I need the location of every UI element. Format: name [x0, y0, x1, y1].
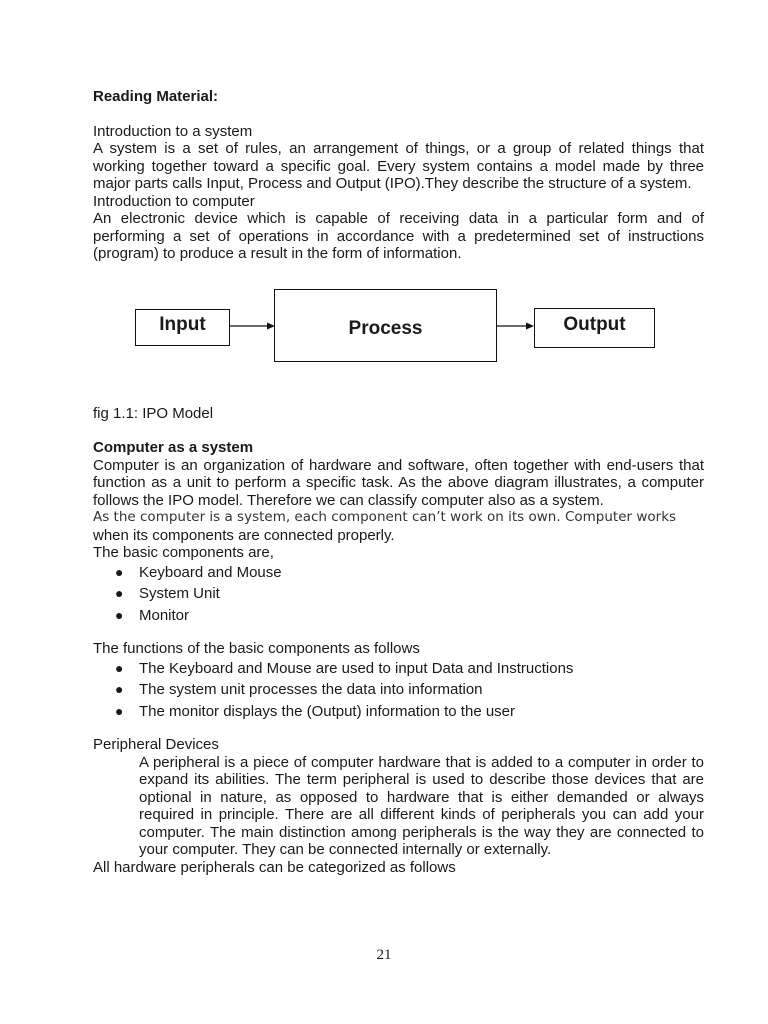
bullet-icon: ●: [115, 681, 124, 697]
list-item: ● Monitor: [115, 606, 190, 624]
reading-material-heading: Reading Material:: [93, 88, 219, 105]
peripherals-body: A peripheral is a piece of computer hardware that is added to a computer in order to expand its abilities. The term peripheral is used to describe those devices that are optional in nature, as opposed to hardware that is either demanded or always required in principle. There are all different kinds of peripherals you can add your computer. The main distinction among peripherals is the way they are connected to your computer. They can be connected internally or externally.: [139, 753, 704, 858]
process-box: Process: [274, 289, 497, 362]
computer-system-note-continued: when its components are connected properly.: [93, 526, 395, 544]
list-item: ● Keyboard and Mouse: [115, 563, 282, 581]
input-box: Input: [135, 309, 230, 346]
bullet-icon: ●: [115, 563, 124, 580]
components-list: [93, 562, 704, 627]
bullet-icon: ●: [115, 702, 124, 719]
intro-system-body: A system is a set of rules, an arrangement of things, or a group of related things that working together toward a specific goal. Every system contains a model made by three major parts calls Input, Process and Output (IPO).They describe the structure of a system.: [93, 140, 704, 192]
bullet-icon: ●: [115, 659, 124, 676]
arrow-process-to-output: [497, 321, 535, 331]
list-item: ● The system unit processes the data into information: [115, 681, 483, 698]
functions-list: [93, 658, 704, 723]
components-intro: The basic components are,: [93, 544, 274, 561]
peripherals-closing: All hardware peripherals can be categorized as follows: [93, 858, 456, 876]
computer-system-title: Computer as a system: [93, 439, 254, 456]
list-item: ● The Keyboard and Mouse are used to input Data and Instructions: [115, 659, 574, 677]
bullet-icon: ●: [115, 606, 124, 623]
list-item: ● System Unit: [115, 585, 220, 602]
bullet-icon: ●: [115, 585, 124, 601]
intro-computer-body: An electronic device which is capable of receiving data in a particular form and of performing a set of operations in accordance with a predetermined set of instructions (program) to produce a result in the form of information.: [93, 210, 704, 262]
intro-system-title: Introduction to a system: [93, 122, 253, 140]
functions-intro: The functions of the basic components as follows: [93, 640, 420, 657]
computer-system-note: As the computer is a system, each component can’t work on its own. Computer works: [93, 509, 677, 525]
intro-computer-title: Introduction to computer: [93, 192, 255, 210]
ipo-diagram: [93, 289, 704, 405]
peripherals-title: Peripheral Devices: [93, 736, 219, 753]
page-content: [93, 88, 704, 876]
arrow-input-to-process: [230, 321, 276, 331]
output-box: Output: [534, 308, 655, 348]
computer-system-body: Computer is an organization of hardware and software, often together with end-users that function as a unit to perform a specific task. As the above diagram illustrates, a computer follows the IPO model. Therefore we can classify computer also as a system.: [93, 456, 704, 509]
list-item: ● The monitor displays the (Output) information to the user: [115, 702, 516, 720]
figure-caption: fig 1.1: IPO Model: [93, 404, 214, 422]
page-number: 21: [376, 947, 392, 963]
